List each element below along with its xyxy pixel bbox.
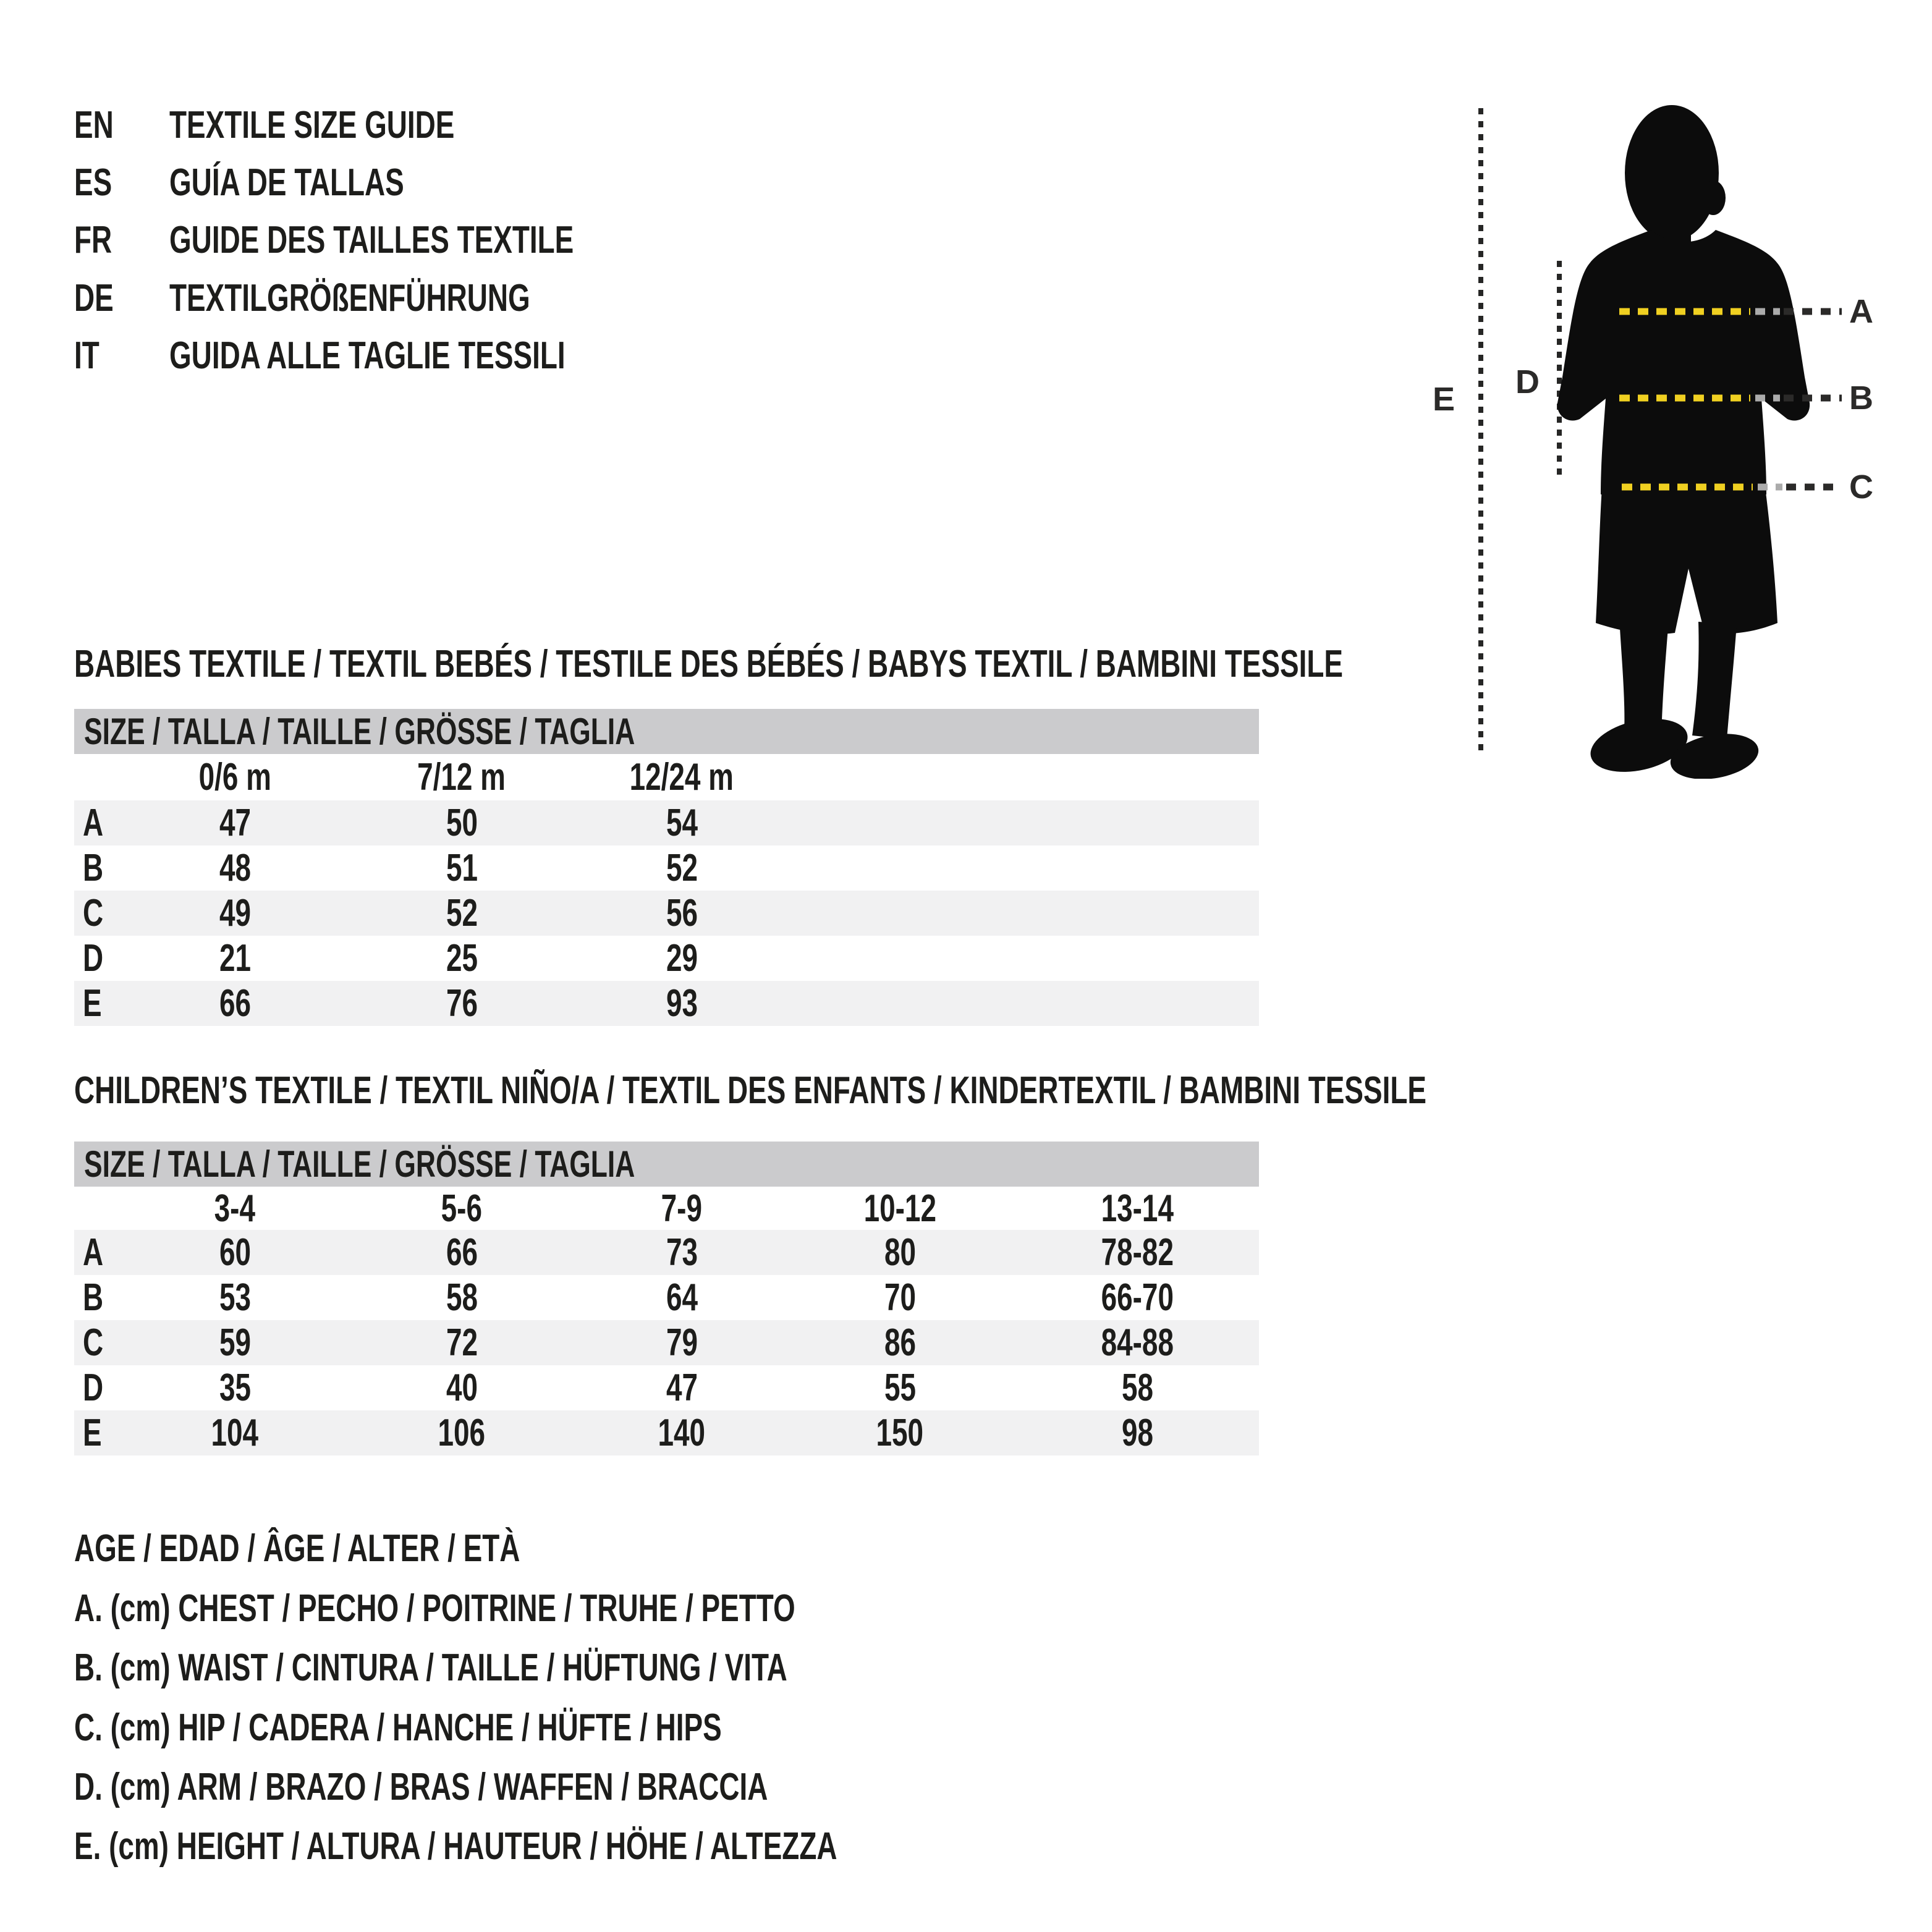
legend-arm: D. (cm) ARM / BRAZO / BRAS / WAFFEN / BRACCIA: [74, 1765, 768, 1808]
row-label: D: [83, 1366, 104, 1409]
babies-col-7-12m: 7/12 m: [417, 756, 506, 799]
cell-value: 66: [446, 1231, 478, 1274]
babies-table-body: [74, 800, 1259, 1026]
cell-value: 21: [219, 937, 251, 980]
cell-value: 76: [446, 982, 478, 1025]
cell-value: 25: [446, 937, 478, 980]
row-label: A: [83, 1231, 104, 1274]
cell-value: 59: [219, 1321, 251, 1364]
silhouette-left-leg: [1619, 618, 1669, 737]
measure-label-d: D: [1515, 363, 1540, 400]
language-code: FR: [74, 218, 112, 261]
language-code: ES: [74, 161, 112, 204]
children-size-header-bar: [74, 1142, 1259, 1187]
silhouette-hair-tuft: [1701, 180, 1726, 215]
guide-title-fr: GUIDE DES TAILLES TEXTILE: [169, 218, 574, 261]
children-section-title: CHILDREN’S TEXTILE / TEXTIL NIÑO/A / TEXTIL DES ENFANTS / KINDERTEXTIL / BAMBINI TESSILE: [74, 1069, 1426, 1112]
legend-hip: C. (cm) HIP / CADERA / HANCHE / HÜFTE / HIPS: [74, 1706, 722, 1749]
legend-height: E. (cm) HEIGHT / ALTURA / HAUTEUR / HÖHE / ALTEZZA: [74, 1824, 837, 1868]
table-row: [74, 1230, 1259, 1275]
cell-value: 72: [446, 1321, 478, 1364]
cell-value: 58: [446, 1276, 478, 1319]
table-row: [74, 981, 1259, 1026]
table-row: [74, 1320, 1259, 1365]
babies-size-header-bar: [74, 709, 1259, 754]
cell-value: 64: [666, 1276, 698, 1319]
babies-section-title: BABIES TEXTILE / TEXTIL BEBÉS / TESTILE DES BÉBÉS / BABYS TEXTIL / BAMBINI TESSILE: [74, 643, 1343, 685]
table-row: [74, 936, 1259, 981]
cell-value: 29: [666, 937, 698, 980]
legend-age: AGE / EDAD / ÂGE / ALTER / ETÀ: [74, 1527, 520, 1570]
cell-value: 78-82: [1101, 1231, 1174, 1274]
children-column-headers: [74, 1187, 1259, 1230]
silhouette-shorts: [1596, 487, 1777, 634]
measure-label-a: A: [1849, 293, 1873, 330]
cell-value: 47: [666, 1366, 698, 1409]
silhouette-right-leg: [1692, 622, 1737, 739]
cell-value: 52: [446, 892, 478, 934]
language-code: EN: [74, 103, 114, 146]
cell-value: 93: [666, 982, 698, 1025]
child-silhouette: [1557, 105, 1810, 779]
guide-title-es: GUÍA DE TALLAS: [169, 161, 404, 204]
children-table-body: [74, 1230, 1259, 1455]
table-row: [74, 800, 1259, 845]
silhouette-shirt: [1557, 230, 1810, 494]
guide-title-it: GUIDA ALLE TAGLIE TESSILI: [169, 334, 566, 377]
cell-value: 53: [219, 1276, 251, 1319]
cell-value: 52: [666, 847, 698, 889]
row-label: B: [83, 847, 104, 889]
legend-waist: B. (cm) WAIST / CINTURA / TAILLE / HÜFTUNG / VITA: [74, 1646, 787, 1689]
cell-value: 140: [658, 1412, 706, 1454]
cell-value: 54: [666, 802, 698, 844]
table-row: [74, 1275, 1259, 1320]
cell-value: 150: [876, 1412, 924, 1454]
cell-value: 51: [446, 847, 478, 889]
cell-value: 48: [219, 847, 251, 889]
cell-value: 55: [884, 1366, 916, 1409]
babies-size-header-label: SIZE / TALLA / TAILLE / GRÖSSE / TAGLIA: [84, 711, 635, 752]
row-label: D: [83, 937, 104, 980]
cell-value: 104: [211, 1412, 259, 1454]
table-row: [74, 845, 1259, 891]
cell-value: 58: [1121, 1366, 1153, 1409]
legend-chest: A. (cm) CHEST / PECHO / POITRINE / TRUHE / PETTO: [74, 1587, 795, 1630]
cell-value: 80: [884, 1231, 916, 1274]
row-label: E: [83, 982, 102, 1025]
cell-value: 35: [219, 1366, 251, 1409]
cell-value: 106: [438, 1412, 486, 1454]
row-label: A: [83, 802, 104, 844]
cell-value: 70: [884, 1276, 916, 1319]
measure-label-e: E: [1433, 381, 1455, 418]
row-label: C: [83, 1321, 104, 1364]
row-label: B: [83, 1276, 104, 1319]
cell-value: 86: [884, 1321, 916, 1364]
row-label: C: [83, 892, 104, 934]
table-row: [74, 1365, 1259, 1410]
measure-label-b: B: [1849, 379, 1873, 417]
children-col-13-14: 13-14: [1101, 1187, 1174, 1230]
row-label: E: [83, 1412, 102, 1454]
measurement-figure: [1409, 87, 1932, 779]
children-col-5-6: 5-6: [441, 1187, 483, 1230]
cell-value: 84-88: [1101, 1321, 1174, 1364]
child-silhouette-diagram: [1409, 87, 1932, 779]
table-row: [74, 1410, 1259, 1455]
cell-value: 56: [666, 892, 698, 934]
children-size-header-label: SIZE / TALLA / TAILLE / GRÖSSE / TAGLIA: [84, 1143, 635, 1185]
cell-value: 60: [219, 1231, 251, 1274]
children-col-7-9: 7-9: [661, 1187, 703, 1230]
cell-value: 79: [666, 1321, 698, 1364]
cell-value: 73: [666, 1231, 698, 1274]
children-col-3-4: 3-4: [214, 1187, 256, 1230]
table-row: [74, 891, 1259, 936]
language-code: DE: [74, 276, 114, 320]
language-code: IT: [74, 334, 100, 377]
children-col-10-12: 10-12: [863, 1187, 936, 1230]
cell-value: 66: [219, 982, 251, 1025]
cell-value: 40: [446, 1366, 478, 1409]
cell-value: 50: [446, 802, 478, 844]
cell-value: 66-70: [1101, 1276, 1174, 1319]
guide-title-en: TEXTILE SIZE GUIDE: [169, 103, 455, 146]
guide-title-de: TEXTILGRÖßENFÜHRUNG: [169, 276, 530, 320]
cell-value: 98: [1121, 1412, 1153, 1454]
babies-col-0-6m: 0/6 m: [198, 756, 271, 799]
babies-col-12-24m: 12/24 m: [629, 756, 734, 799]
measure-label-c: C: [1849, 468, 1873, 506]
cell-value: 49: [219, 892, 251, 934]
babies-column-headers: [74, 754, 1259, 800]
cell-value: 47: [219, 802, 251, 844]
silhouette-head: [1625, 105, 1719, 241]
